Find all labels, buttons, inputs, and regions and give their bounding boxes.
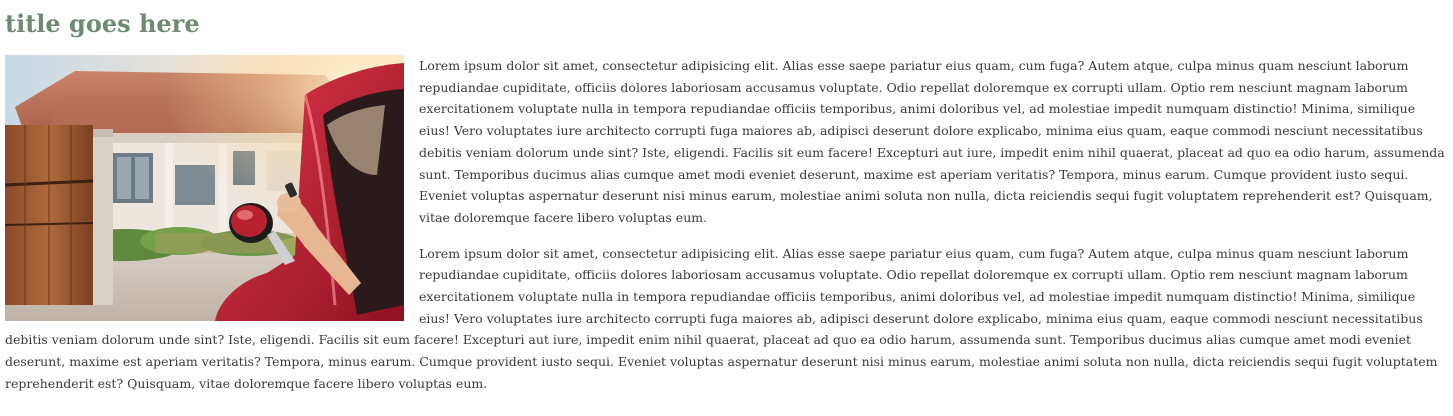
article xyxy=(5,6,1445,409)
article-photo xyxy=(5,55,404,321)
article-paragraph: Lorem ipsum dolor sit amet, consectetur adipisicing elit. Alias esse saepe pariatur eius quam, cum fuga? Autem atque, culpa minus quam nesciunt laborum repudiandae cupiditate, officiis dolores laboriosam accusamus voluptate. Odio repellat doloremque ex corrupti ullam. Optio rem nesciunt magnam laborum exercitationem voluptate nulla in tempora repudiandae officiis temporibus, animi doloribus vel, ad molestiae impedit numquam distinctio! Minima, similique eius! Vero voluptates iure architecto corrupti fuga maiores ab, adipisci deserunt dolore explicabo, minima eius quam, eaque commodi nesciunt necessitatibus debitis veniam dolorum unde sint? Iste, eligendi. Facilis sit eum facere! Excepturi aut iure, impedit enim nihil quaerat, placeat ad quo ea odio harum, assumenda sunt. Temporibus ducimus alias cumque amet modi eveniet deserunt, maxime est aperiam veritatis? Tempora, minus earum. Cumque provident iusto sequi. Eveniet voluptas aspernatur deserunt nisi minus earum, molestiae animi soluta non nulla, dicta reiciendis sequi fugit voluptatem reprehenderit est? Quisquam, vitae doloremque facere libero voluptas eum. xyxy=(5,245,1438,391)
article-paragraph: Lorem ipsum dolor sit amet, consectetur adipisicing elit. Alias esse saepe pariatur eius quam, cum fuga? Autem atque, culpa minus quam nesciunt laborum repudiandae cupiditate, officiis dolores laboriosam accusamus voluptate. Odio repellat doloremque ex corrupti ullam. Optio rem nesciunt magnam laborum exercitationem voluptate nulla in tempora repudiandae officiis temporibus, animi doloribus vel, ad molestiae impedit numquam distinctio! Minima, similique eius! Vero voluptates iure architecto corrupti fuga maiores ab, adipisci deserunt dolore explicabo, minima eius quam, eaque commodi nesciunt necessitatibus debitis veniam dolorum unde sint? Iste, eligendi. Facilis sit eum facere! Excepturi aut iure, impedit enim nihil quaerat, placeat ad quo ea odio harum, assumenda sunt. Temporibus ducimus alias cumque amet modi eveniet deserunt, maxime est aperiam veritatis? Tempora, minus earum. Cumque provident iusto sequi. Eveniet voluptas aspernatur deserunt nisi minus earum, molestiae animi soluta non nulla, dicta reiciendis sequi fugit voluptatem reprehenderit est? Quisquam, vitae doloremque facere libero voluptas eum. xyxy=(419,58,1445,225)
page-title: title goes here xyxy=(5,9,200,38)
